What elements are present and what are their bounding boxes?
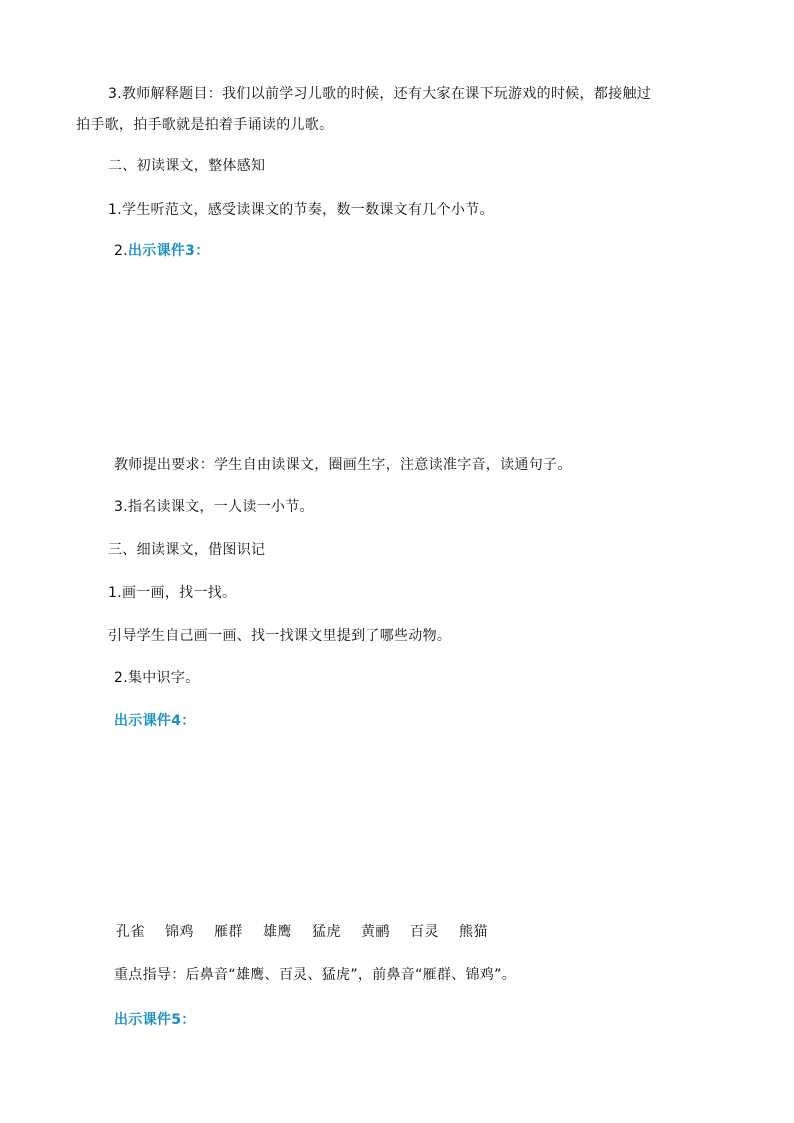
courseware-5-label: 出示课件5： [114,1012,196,1028]
focus-note: 重点指导：后鼻音“雄鹰、百灵、猛虎”，前鼻音“雁群、锦鸡”。 [114,967,517,983]
item-3-1: 1.画一画，找一找。 [108,585,237,601]
item-2-3: 3.指名读课文，一人读一小节。 [114,499,314,515]
guide-text: 引导学生自己画一画、找一找课文里提到了哪些动物。 [108,628,452,644]
vocab-word: 锦鸡 [165,924,194,940]
section-2-title: 二、初读课文，整体感知 [108,158,266,174]
vocab-word: 雁群 [214,924,243,940]
item-3-2: 2.集中识字。 [114,670,200,686]
vocab-word: 猛虎 [312,924,341,940]
vocab-word: 孔雀 [116,924,145,940]
paragraph-line-2: 拍手歌，拍手歌就是拍着手诵读的儿歌。 [76,117,334,133]
item-2-1: 1.学生听范文，感受读课文的节奏，数一数课文有几个小节。 [108,202,494,218]
teacher-requirement: 教师提出要求：学生自由读课文，圈画生字，注意读准字音，读通句子。 [114,457,572,473]
item-2-2 [114,241,210,261]
item-2-2-number: 2. [114,243,128,259]
vocab-word: 熊猫 [459,924,488,940]
courseware-3-label: 出示课件3： [127,243,210,259]
paragraph-line-1: 3.教师解释题目：我们以前学习儿歌的时候，还有大家在课下玩游戏的时候，都接触过 [108,86,652,102]
vocab-word: 黄鹂 [361,924,390,940]
vocabulary-list [116,922,508,942]
vocab-word: 雄鹰 [263,924,292,940]
vocab-word: 百灵 [410,924,439,940]
section-3-title: 三、细读课文，借图识记 [108,542,266,558]
courseware-4-label: 出示课件4： [114,713,196,729]
